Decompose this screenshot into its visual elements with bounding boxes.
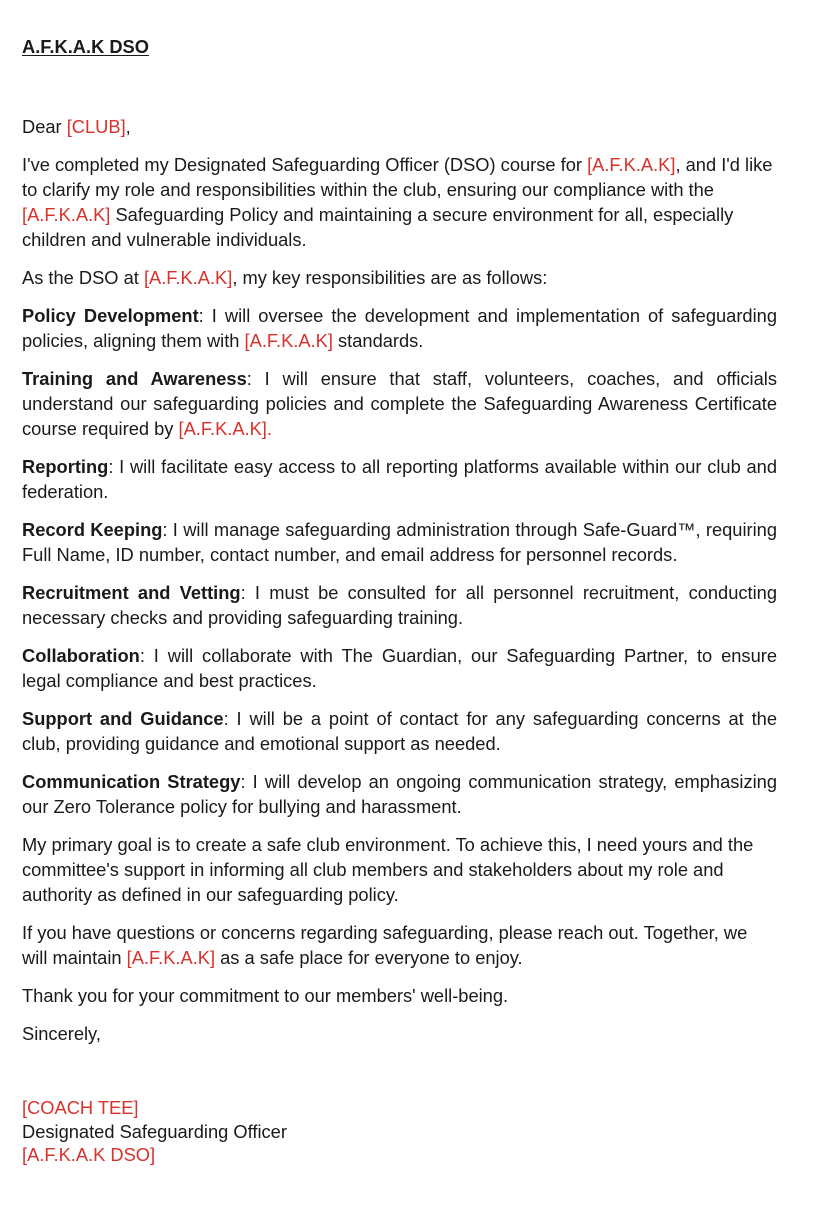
questions-paragraph xyxy=(22,920,777,970)
intro-text-2: , and I'd like to clarify my role and responsibilities within the club, ensuring our compliance with the xyxy=(22,154,773,200)
responsibility-title: Reporting xyxy=(22,456,109,477)
org-placeholder: [A.F.K.A.K] xyxy=(244,330,333,351)
responsibility-policy-development xyxy=(22,303,777,353)
org-placeholder: [A.F.K.A.K]. xyxy=(178,418,272,439)
responsibility-text: : I will manage safeguarding administration through Safe-Guard™, requiring Full Name, ID number, contact number, and email address for personnel records. xyxy=(22,519,777,565)
lead-text-2: , my key responsibilities are as follows: xyxy=(232,267,548,288)
questions-text-2: as a safe place for everyone to enjoy. xyxy=(215,947,523,968)
org-placeholder: [A.F.K.A.K] xyxy=(587,154,676,175)
signature-org: [A.F.K.A.K DSO] xyxy=(22,1144,156,1165)
responsibility-record-keeping xyxy=(22,517,777,567)
questions-text-1: If you have questions or concerns regarding safeguarding, please reach out. Together, we will maintain xyxy=(22,922,748,968)
responsibility-text: : I will collaborate with The Guardian, our Safeguarding Partner, to ensure legal compliance and best practices. xyxy=(22,645,777,691)
responsibility-text-end: standards. xyxy=(332,330,424,351)
salutation-prefix: Dear xyxy=(22,116,67,137)
responsibility-text: : I will develop an ongoing communication strategy, emphasizing our Zero Tolerance policy for bullying and harassment. xyxy=(22,771,777,817)
responsibility-collaboration xyxy=(22,643,777,693)
responsibility-title: Training and Awareness xyxy=(22,368,247,389)
responsibility-title: Record Keeping xyxy=(22,519,163,540)
letter-page xyxy=(22,34,777,1167)
document-heading: A.F.K.A.K DSO xyxy=(22,36,149,57)
org-placeholder: [A.F.K.A.K] xyxy=(22,204,111,225)
intro-text-1: I've completed my Designated Safeguarding Officer (DSO) course for xyxy=(22,154,588,175)
responsibility-recruitment-vetting xyxy=(22,580,777,630)
responsibility-title: Collaboration xyxy=(22,645,140,666)
responsibility-text: : I will facilitate easy access to all reporting platforms available within our club and federation. xyxy=(22,456,777,502)
intro-text-3: Safeguarding Policy and maintaining a secure environment for all, especially children and vulnerable individuals. xyxy=(22,204,734,250)
responsibility-title: Recruitment and Vetting xyxy=(22,582,241,603)
salutation xyxy=(22,114,777,139)
signature-name: [COACH TEE] xyxy=(22,1097,139,1118)
signoff: Sincerely, xyxy=(22,1023,101,1044)
club-placeholder: [CLUB] xyxy=(66,116,126,137)
responsibility-text: : I must be consulted for all personnel recruitment, conducting necessary checks and providing safeguarding training. xyxy=(22,582,777,628)
responsibility-support-guidance xyxy=(22,706,777,756)
signature-block xyxy=(22,1096,777,1167)
lead-paragraph xyxy=(22,265,777,290)
responsibility-training-awareness xyxy=(22,366,777,441)
responsibility-communication-strategy xyxy=(22,769,777,819)
intro-paragraph xyxy=(22,152,777,252)
responsibility-title: Communication Strategy xyxy=(22,771,241,792)
responsibility-reporting xyxy=(22,454,777,504)
signature-role: Designated Safeguarding Officer xyxy=(22,1120,287,1142)
org-placeholder: [A.F.K.A.K] xyxy=(126,947,216,968)
responsibility-title: Policy Development xyxy=(22,305,199,326)
goal-paragraph: My primary goal is to create a safe club environment. To achieve this, I need yours and the committee's support in informing all club members and stakeholders about my role and authority as defined in our safeguarding policy. xyxy=(22,834,754,905)
responsibility-title: Support and Guidance xyxy=(22,708,224,729)
thanks-paragraph: Thank you for your commitment to our members' well-being. xyxy=(22,985,509,1006)
responsibility-text: : I will oversee the development and implementation of safeguarding policies, aligning them with xyxy=(22,305,777,351)
salutation-suffix: , xyxy=(125,116,131,137)
responsibility-text: : I will be a point of contact for any safeguarding concerns at the club, providing guidance and emotional support as needed. xyxy=(22,708,777,754)
responsibility-text: : I will ensure that staff, volunteers, coaches, and officials understand our safeguarding policies and complete the Safeguarding Awareness Certificate course required by xyxy=(22,368,777,439)
org-placeholder: [A.F.K.A.K] xyxy=(143,267,233,288)
lead-text-1: As the DSO at xyxy=(22,267,144,288)
